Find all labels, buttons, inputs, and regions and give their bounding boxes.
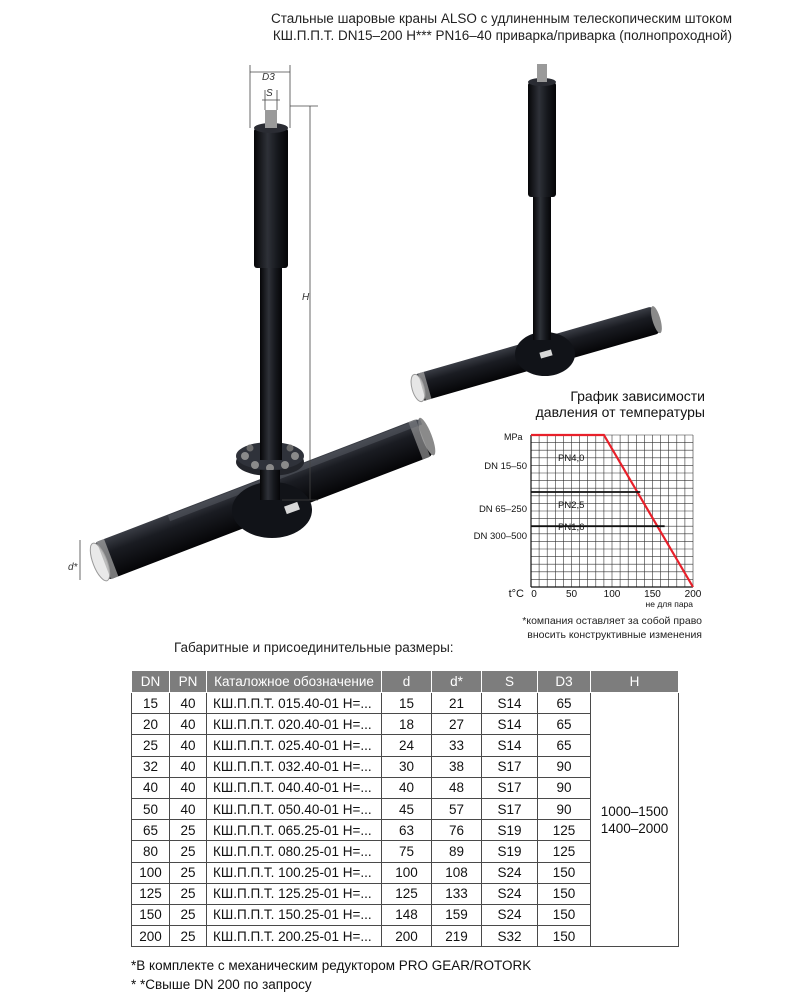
cell-pn: 25 bbox=[170, 862, 207, 883]
cell-d-star: 76 bbox=[432, 820, 482, 841]
cell-dn: 65 bbox=[132, 820, 170, 841]
col-header-s: S bbox=[482, 671, 538, 693]
cell-d: 45 bbox=[382, 798, 432, 819]
cell-s: S17 bbox=[482, 756, 538, 777]
cell-catalog: КШ.П.П.Т. 080.25-01 Н=... bbox=[207, 841, 382, 862]
cell-catalog: КШ.П.П.Т. 020.40-01 Н=... bbox=[207, 714, 382, 735]
cell-catalog: КШ.П.П.Т. 025.40-01 Н=... bbox=[207, 735, 382, 756]
cell-d-star: 159 bbox=[432, 904, 482, 925]
cell-d3: 125 bbox=[538, 820, 591, 841]
table-header-row bbox=[132, 671, 679, 693]
cell-dn: 125 bbox=[132, 883, 170, 904]
cell-dn: 80 bbox=[132, 841, 170, 862]
cell-d: 18 bbox=[382, 714, 432, 735]
cell-d3: 65 bbox=[538, 693, 591, 714]
cell-dn: 100 bbox=[132, 862, 170, 883]
x-tick-label: 100 bbox=[603, 589, 621, 600]
dim-h-label: H bbox=[302, 292, 310, 303]
cell-d-star: 57 bbox=[432, 798, 482, 819]
dim-d3-label: D3 bbox=[262, 72, 275, 83]
cell-dn: 200 bbox=[132, 926, 170, 947]
cell-d-star: 48 bbox=[432, 777, 482, 798]
cell-dn: 32 bbox=[132, 756, 170, 777]
chart-title-line-2: давления от температуры bbox=[535, 404, 705, 420]
cell-d-star: 108 bbox=[432, 862, 482, 883]
footnote-2: * *Свыше DN 200 по запросу bbox=[131, 977, 312, 992]
disclaimer-line-2: вносить конструктивные изменения bbox=[527, 629, 702, 641]
table-caption: Габаритные и присоединительные размеры: bbox=[174, 640, 454, 655]
cell-d-star: 219 bbox=[432, 926, 482, 947]
cell-pn: 40 bbox=[170, 714, 207, 735]
cell-d-star: 89 bbox=[432, 841, 482, 862]
cell-catalog: КШ.П.П.Т. 015.40-01 Н=... bbox=[207, 693, 382, 714]
title-line-2: КШ.П.П.Т. DN15–200 Н*** PN16–40 приварка/приварка (полнопроходной) bbox=[272, 28, 732, 43]
x-unit-label: t°C bbox=[508, 588, 524, 600]
cell-pn: 25 bbox=[170, 883, 207, 904]
col-header-catalog: Каталожное обозначение bbox=[207, 671, 382, 693]
cell-catalog: КШ.П.П.Т. 125.25-01 Н=... bbox=[207, 883, 382, 904]
cell-d-star: 21 bbox=[432, 693, 482, 714]
cell-dn: 25 bbox=[132, 735, 170, 756]
cell-d-star: 27 bbox=[432, 714, 482, 735]
x-axis-note: не для пара bbox=[645, 599, 693, 609]
cell-d: 24 bbox=[382, 735, 432, 756]
cell-s: S24 bbox=[482, 904, 538, 925]
cell-d3: 90 bbox=[538, 777, 591, 798]
col-header-d: d bbox=[382, 671, 432, 693]
cell-d: 125 bbox=[382, 883, 432, 904]
cell-pn: 25 bbox=[170, 841, 207, 862]
cell-d: 40 bbox=[382, 777, 432, 798]
cell-d: 100 bbox=[382, 862, 432, 883]
title-line-1: Стальные шаровые краны ALSO с удлиненным телескопическим штоком bbox=[270, 11, 732, 26]
cell-d3: 90 bbox=[538, 798, 591, 819]
chart-title bbox=[519, 388, 705, 420]
col-header-d-star: d* bbox=[432, 671, 482, 693]
dim-d-label: d* bbox=[68, 562, 78, 573]
x-tick-label: 50 bbox=[565, 589, 578, 600]
col-header-dn: DN bbox=[132, 671, 170, 693]
cell-d: 75 bbox=[382, 841, 432, 862]
cell-s: S17 bbox=[482, 798, 538, 819]
x-tick-label: 150 bbox=[644, 589, 661, 600]
cell-catalog: КШ.П.П.Т. 150.25-01 Н=... bbox=[207, 904, 382, 925]
chart-title-line-1: График зависимости bbox=[570, 388, 705, 404]
x-tick-label: 0 bbox=[531, 589, 537, 600]
cell-h bbox=[591, 693, 679, 947]
footnote-1: *В комплекте с механическим редуктором PRO GEAR/ROTORK bbox=[131, 958, 532, 973]
valve-drawing-right bbox=[408, 64, 664, 403]
x-tick-label: 200 bbox=[684, 589, 702, 600]
cell-d3: 150 bbox=[538, 926, 591, 947]
cell-catalog: КШ.П.П.Т. 032.40-01 Н=... bbox=[207, 756, 382, 777]
cell-pn: 40 bbox=[170, 798, 207, 819]
cell-d: 200 bbox=[382, 926, 432, 947]
cell-d3: 125 bbox=[538, 841, 591, 862]
cell-s: S14 bbox=[482, 714, 538, 735]
cell-s: S14 bbox=[482, 693, 538, 714]
cell-s: S24 bbox=[482, 862, 538, 883]
pressure-temperature-chart bbox=[474, 432, 702, 609]
series-label-pn40: PN4,0 bbox=[558, 453, 585, 464]
h-range-2: 1400–2000 bbox=[600, 820, 669, 836]
cell-s: S17 bbox=[482, 777, 538, 798]
row-label-dn300-500: DN 300–500 bbox=[473, 531, 527, 542]
cell-s: S19 bbox=[482, 820, 538, 841]
cell-pn: 25 bbox=[170, 904, 207, 925]
cell-s: S19 bbox=[482, 841, 538, 862]
cell-dn: 40 bbox=[132, 777, 170, 798]
cell-catalog: КШ.П.П.Т. 065.25-01 Н=... bbox=[207, 820, 382, 841]
cell-d: 63 bbox=[382, 820, 432, 841]
cell-d3: 90 bbox=[538, 756, 591, 777]
cell-d3: 65 bbox=[538, 714, 591, 735]
y-unit-label: MPa bbox=[504, 432, 523, 442]
valve-drawing-left bbox=[68, 65, 439, 583]
cell-s: S14 bbox=[482, 735, 538, 756]
cell-dn: 150 bbox=[132, 904, 170, 925]
cell-catalog: КШ.П.П.Т. 040.40-01 Н=... bbox=[207, 777, 382, 798]
stem-top bbox=[265, 110, 277, 128]
row-label-dn15-50: DN 15–50 bbox=[484, 461, 527, 472]
col-header-pn: PN bbox=[170, 671, 207, 693]
cell-pn: 25 bbox=[170, 820, 207, 841]
cell-s: S32 bbox=[482, 926, 538, 947]
cell-pn: 40 bbox=[170, 735, 207, 756]
cell-pn: 40 bbox=[170, 756, 207, 777]
cell-pn: 40 bbox=[170, 777, 207, 798]
cell-d: 30 bbox=[382, 756, 432, 777]
cell-d-star: 33 bbox=[432, 735, 482, 756]
cell-d-star: 133 bbox=[432, 883, 482, 904]
dimensions-table bbox=[131, 670, 679, 947]
cell-dn: 50 bbox=[132, 798, 170, 819]
cell-dn: 15 bbox=[132, 693, 170, 714]
cell-d: 148 bbox=[382, 904, 432, 925]
series-label-pn16: PN1,6 bbox=[558, 522, 585, 533]
series-label-pn25: PN2,5 bbox=[558, 500, 585, 511]
cell-d3: 150 bbox=[538, 883, 591, 904]
disclaimer-note bbox=[504, 614, 702, 642]
cell-d3: 150 bbox=[538, 862, 591, 883]
table-row bbox=[132, 693, 679, 714]
row-label-dn65-250: DN 65–250 bbox=[478, 504, 527, 515]
cell-dn: 20 bbox=[132, 714, 170, 735]
cell-pn: 25 bbox=[170, 926, 207, 947]
cell-catalog: КШ.П.П.Т. 100.25-01 Н=... bbox=[207, 862, 382, 883]
disclaimer-line-1: *компания оставляет за собой право bbox=[522, 615, 702, 627]
cell-d-star: 38 bbox=[432, 756, 482, 777]
cell-d3: 65 bbox=[538, 735, 591, 756]
cell-d: 15 bbox=[382, 693, 432, 714]
cell-catalog: КШ.П.П.Т. 200.25-01 Н=... bbox=[207, 926, 382, 947]
dim-s-label: S bbox=[266, 88, 273, 99]
cell-catalog: КШ.П.П.Т. 050.40-01 Н=... bbox=[207, 798, 382, 819]
cell-pn: 40 bbox=[170, 693, 207, 714]
cell-s: S24 bbox=[482, 883, 538, 904]
cell-d3: 150 bbox=[538, 904, 591, 925]
col-header-h: H bbox=[591, 671, 679, 693]
h-range-1: 1000–1500 bbox=[600, 803, 669, 819]
col-header-d3: D3 bbox=[538, 671, 591, 693]
